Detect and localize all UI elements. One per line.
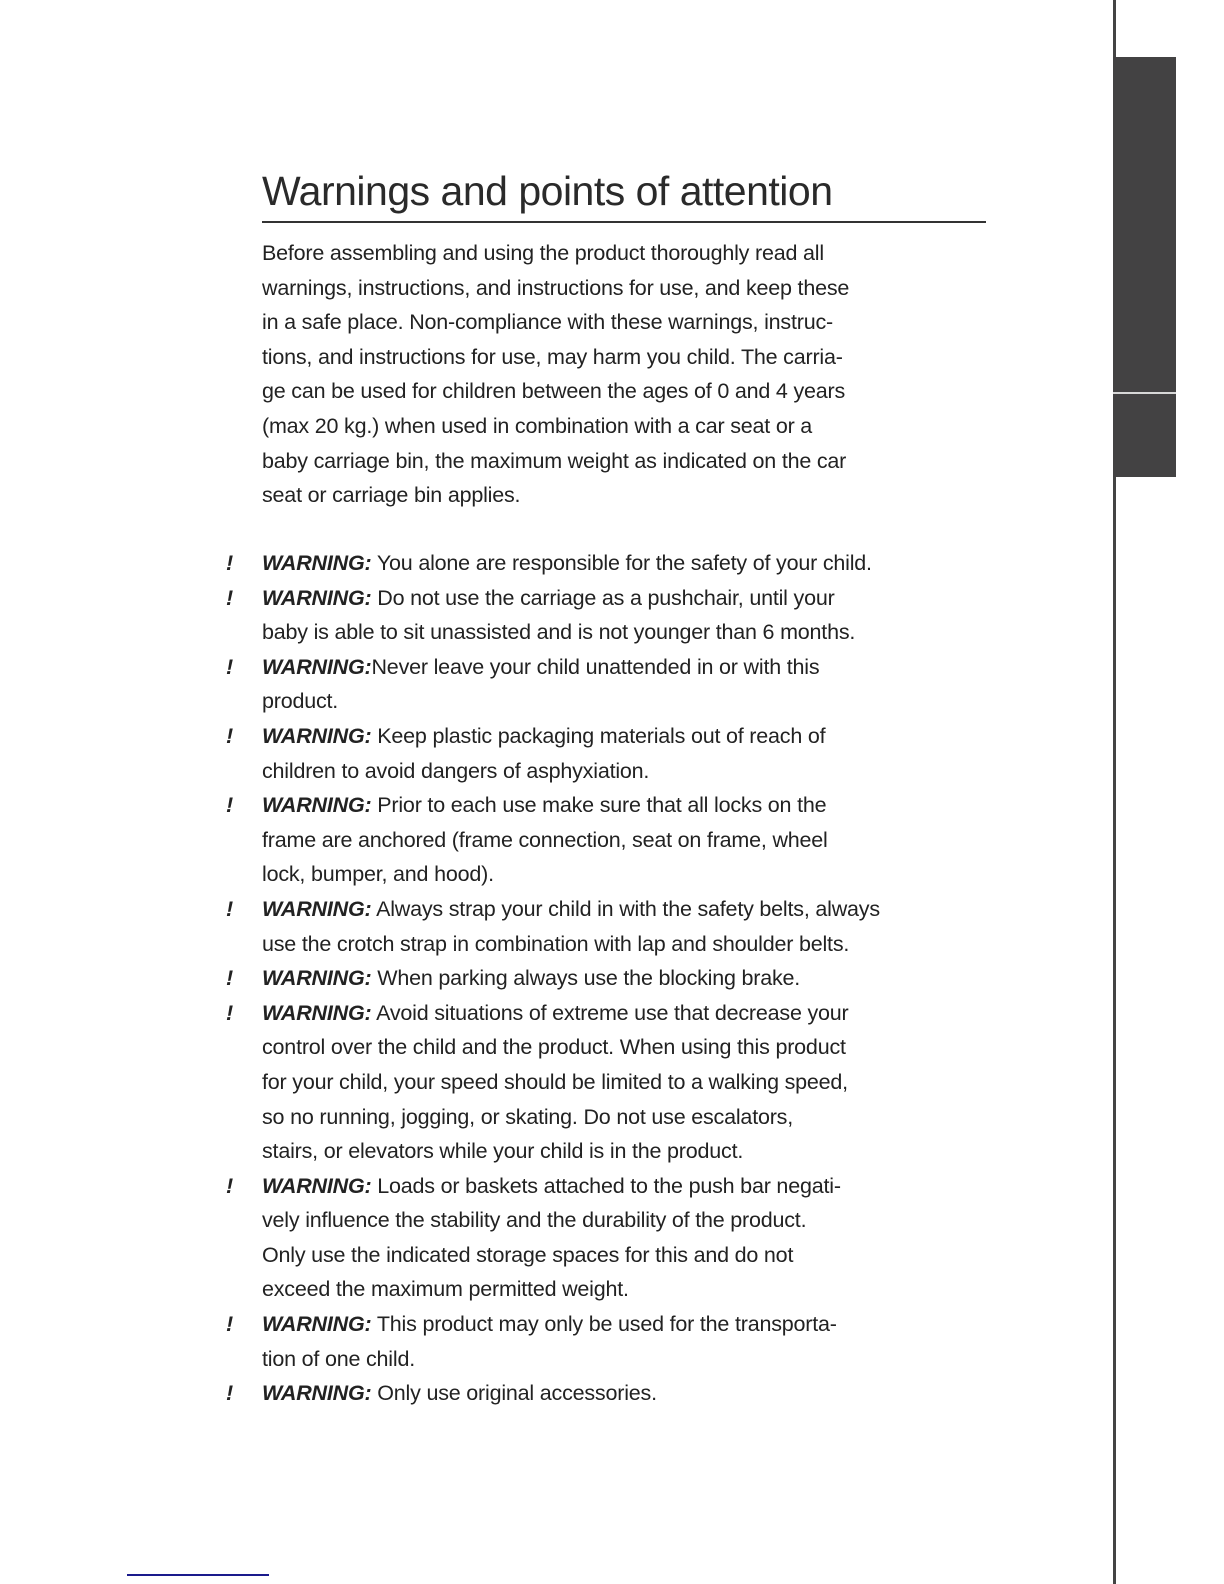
- warning-line: [262, 927, 1006, 962]
- intro-line: in a safe place. Non-compliance with these warnings, instruc-: [262, 310, 833, 335]
- exclamation-icon: !: [226, 1312, 234, 1337]
- warning-line: [262, 1100, 1006, 1135]
- warning-item: [226, 788, 1006, 892]
- warning-text: tion of one child.: [262, 1346, 415, 1371]
- warning-line: [262, 1203, 1006, 1238]
- intro-line: warnings, instructions, and instructions for use, and keep these: [262, 275, 850, 300]
- warning-item: [226, 1169, 1006, 1307]
- warning-line: [262, 1169, 1006, 1204]
- warning-line: [262, 1065, 1006, 1100]
- section-tab: [1113, 57, 1176, 392]
- exclamation-icon: !: [226, 723, 234, 748]
- warning-line: [262, 996, 1006, 1031]
- warning-line: [262, 719, 1006, 754]
- warning-label: WARNING:: [262, 1312, 372, 1337]
- title-underline: [262, 221, 986, 223]
- footer-line: [127, 1574, 269, 1576]
- warning-label: WARNING:: [262, 1000, 372, 1025]
- warning-text: control over the child and the product. When using this product: [262, 1035, 846, 1060]
- warning-text: Never leave your child unattended in or with this: [371, 654, 820, 679]
- warning-item: [226, 546, 1006, 581]
- warning-line: [262, 615, 1006, 650]
- warning-text: When parking always use the blocking brake.: [371, 966, 801, 991]
- warning-line: [262, 581, 1006, 616]
- warning-line: [262, 1134, 1006, 1169]
- warning-label: WARNING:: [262, 723, 372, 748]
- warning-label: WARNING:: [262, 966, 372, 991]
- warning-text: Always strap your child in with the safety belts, always: [371, 896, 880, 921]
- warning-line: [262, 754, 1006, 789]
- warning-text: Loads or baskets attached to the push bar negati-: [371, 1173, 841, 1198]
- warning-text: product.: [262, 689, 339, 714]
- warning-item: [226, 650, 1006, 719]
- warning-line: [262, 1272, 1006, 1307]
- page-title: Warnings and points of attention: [262, 168, 833, 214]
- exclamation-icon: !: [226, 585, 234, 610]
- warning-item: [226, 892, 1006, 961]
- warning-text: This product may only be used for the transporta-: [371, 1312, 837, 1337]
- intro-line: seat or carriage bin applies.: [262, 483, 521, 508]
- warning-text: for your child, your speed should be limited to a walking speed,: [262, 1069, 848, 1094]
- warning-line: [262, 892, 1006, 927]
- warning-text: Only use the indicated storage spaces for this and do not: [262, 1242, 794, 1267]
- warning-item: [226, 996, 1006, 1169]
- warning-line: [262, 650, 1006, 685]
- exclamation-icon: !: [226, 1173, 234, 1198]
- warning-text: Keep plastic packaging materials out of reach of: [371, 723, 826, 748]
- warning-line: [262, 546, 1006, 581]
- warning-text: Prior to each use make sure that all locks on the: [371, 793, 827, 818]
- exclamation-icon: !: [226, 1381, 234, 1406]
- warning-text: frame are anchored (frame connection, seat on frame, wheel: [262, 827, 828, 852]
- warning-item: [226, 961, 1006, 996]
- warning-label: WARNING:: [262, 1381, 372, 1406]
- warning-label: WARNING:: [262, 896, 372, 921]
- warning-line: [262, 684, 1006, 719]
- warning-text: use the crotch strap in combination with lap and shoulder belts.: [262, 931, 850, 956]
- warning-label: WARNING:: [262, 1173, 372, 1198]
- warning-line: [262, 961, 1006, 996]
- warning-text: lock, bumper, and hood).: [262, 862, 494, 887]
- warning-item: [226, 1307, 1006, 1376]
- warnings-list: [226, 546, 1006, 1411]
- intro-paragraph: [262, 236, 1002, 513]
- warning-line: [262, 857, 1006, 892]
- exclamation-icon: !: [226, 654, 234, 679]
- warning-text: Avoid situations of extreme use that decrease your: [371, 1000, 849, 1025]
- section-tab-secondary: [1113, 394, 1176, 477]
- warning-text: Only use original accessories.: [371, 1381, 657, 1406]
- exclamation-icon: !: [226, 793, 234, 818]
- warning-text: so no running, jogging, or skating. Do not use escalators,: [262, 1104, 794, 1129]
- exclamation-icon: !: [226, 966, 234, 991]
- warning-label: WARNING:: [262, 654, 372, 679]
- warning-text: baby is able to sit unassisted and is not younger than 6 months.: [262, 620, 856, 645]
- intro-line: ge can be used for children between the ages of 0 and 4 years: [262, 379, 846, 404]
- intro-line: Before assembling and using the product thoroughly read all: [262, 241, 824, 265]
- warning-text: exceed the maximum permitted weight.: [262, 1277, 629, 1302]
- warning-line: [262, 1342, 1006, 1377]
- warning-line: [262, 1307, 1006, 1342]
- intro-line: (max 20 kg.) when used in combination with a car seat or a: [262, 413, 813, 438]
- exclamation-icon: !: [226, 1000, 234, 1025]
- warning-label: WARNING:: [262, 585, 372, 610]
- intro-line: baby carriage bin, the maximum weight as indicated on the car: [262, 448, 847, 473]
- warning-item: [226, 719, 1006, 788]
- warning-line: [262, 1238, 1006, 1273]
- exclamation-icon: !: [226, 551, 234, 575]
- warning-line: [262, 1030, 1006, 1065]
- warning-line: [262, 788, 1006, 823]
- warning-text: children to avoid dangers of asphyxiation.: [262, 758, 650, 783]
- warning-text: You alone are responsible for the safety of your child.: [371, 551, 872, 575]
- warning-label: WARNING:: [262, 793, 372, 818]
- warning-line: [262, 1376, 1006, 1411]
- warning-label: WARNING:: [262, 551, 372, 575]
- warning-text: vely influence the stability and the durability of the product.: [262, 1208, 807, 1233]
- warning-item: [226, 581, 1006, 650]
- warning-item: [226, 1376, 1006, 1411]
- warning-text: stairs, or elevators while your child is in the product.: [262, 1139, 744, 1164]
- warning-line: [262, 823, 1006, 858]
- exclamation-icon: !: [226, 896, 234, 921]
- intro-line: tions, and instructions for use, may harm you child. The carria-: [262, 344, 843, 369]
- warning-text: Do not use the carriage as a pushchair, until your: [371, 585, 835, 610]
